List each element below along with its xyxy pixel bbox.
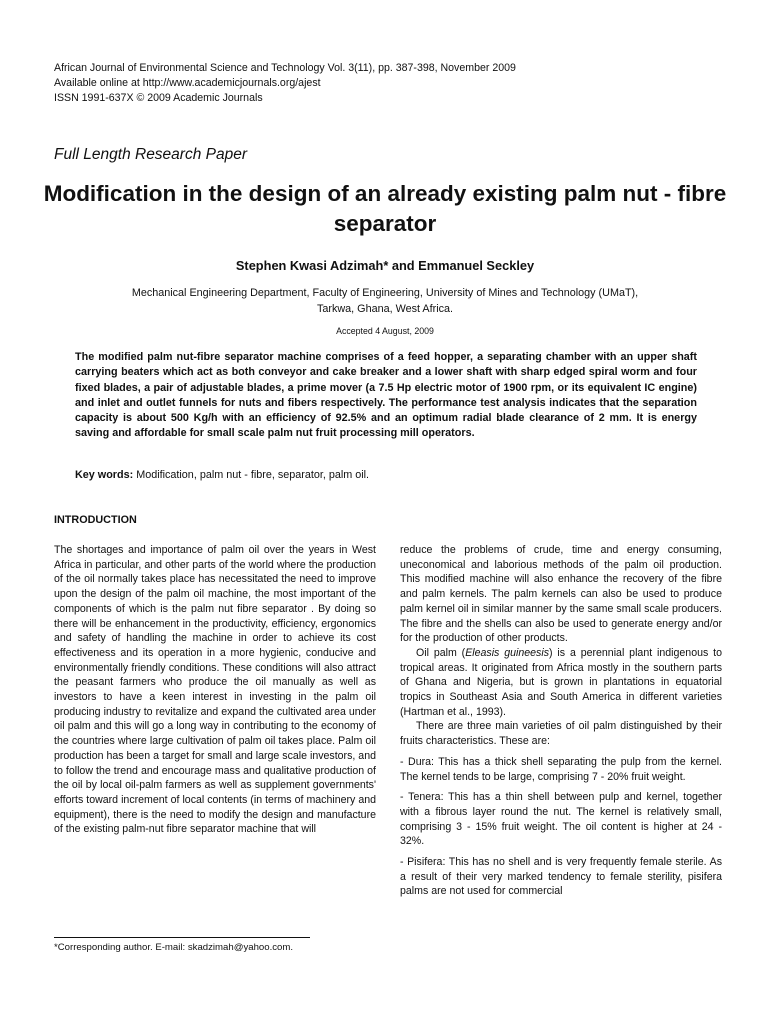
- right-column: [400, 543, 722, 899]
- affiliation-line-1: Mechanical Engineering Department, Faculty of Engineering, University of Mines and Technology (UMaT),: [131, 287, 639, 299]
- journal-header: [54, 61, 714, 106]
- introduction-heading: INTRODUCTION: [54, 514, 137, 526]
- keywords-text: Modification, palm nut - fibre, separator, palm oil.: [133, 469, 370, 481]
- keywords: [75, 469, 697, 481]
- journal-citation: African Journal of Environmental Science and Technology Vol. 3(11), pp. 387-398, November 2009: [54, 62, 516, 74]
- affiliation: [60, 286, 710, 317]
- intro-paragraph-1: The shortages and importance of palm oil over the years in West Africa in particular, and other parts of the world where the production of the oil normally takes place has necessitated the need to improve upon the design of the palm oil machine, the most important of the components of which is the palm nut fibre separator . By doing so there will be enhancement in the productivity, efficiency, ergonomics and safety of handling the machine in order to achieve its cost effectiveness and its operation in a more hygienic, conducive and environmentally friendly conditions. These conditions will also attract the peasant farmers who produce the oil manually as well as investors to have a keen interest in investing in the palm oil producing industry to revitalize and expand the cultivated area under oil palm and this will go a long way in contributing to the economy of the countries where large cultivation of palm oil takes place. Palm oil production has been a target for small and large scale investors, and to follow the trend and encourage mass and qualitative production of the oil by local oil-palm farmers as well as supplement governments' efforts toward increment of local contents (in terms of machinery and equipment), there is the need to modify the design and manufacture of the existing palm-nut fibre separator machine that will: [54, 544, 376, 836]
- variety-pisifera: - Pisifera: This has no shell and is very frequently female sterile. As a result of their very marked tendency to female sterility, pisifera palms are not used for commercial: [400, 856, 722, 898]
- oil-palm-text-before: Oil palm (: [416, 646, 466, 659]
- keywords-label: Key words:: [75, 469, 134, 481]
- variety-tenera: - Tenera: This has a thin shell between pulp and kernel, together with a fibrous layer round the nut. The kernel is relatively small, comprising 3 - 15% fruit weight. The oil content is higher at 24 - 32%.: [400, 791, 722, 848]
- left-column: [54, 543, 376, 837]
- variety-dura: - Dura: This has a thick shell separating the pulp from the kernel. The kernel tends to be large, comprising 7 - 20% fruit weight.: [400, 755, 722, 783]
- issn-line: ISSN 1991-637X © 2009 Academic Journals: [54, 92, 263, 104]
- varieties-paragraph: There are three main varieties of oil palm distinguished by their fruits characteristics. These are:: [400, 720, 722, 748]
- oil-palm-paragraph: [400, 646, 722, 720]
- paper-title: Modification in the design of an already existing palm nut - fibre separator: [43, 181, 727, 236]
- oil-palm-text-after: ) is a perennial plant indigenous to tropical areas. It originated from Africa mostly in the southern parts of Ghana and Nigeria, but is grown in plantations in equatorial tropics in Southeast Asia and South America in different varieties (Hartman et al., 1993).: [400, 646, 722, 718]
- abstract: The modified palm nut-fibre separator machine comprises of a feed hopper, a separating chamber with an upper shaft carrying beaters which act as both conveyor and cake breaker and a lower shaft with sharp edged spiral worm and four fixed blades, a pair of adjustable blades, a prime mover (a 7.5 Hp electric motor of 1900 rpm, or its equivalent IC engine) and inlet and outlet funnels for nuts and fibers respectively. The performance test analysis indicates that the separation capacity is about 500 Kg/h with an efficiency of 92.5% and an optimum radial blade clearance of 2 mm. It is energy saving and affordable for small scale palm nut fruit processing mill operators.: [75, 351, 697, 440]
- corresponding-author-footnote: *Corresponding author. E-mail: skadzimah@yahoo.com.: [54, 942, 294, 953]
- species-name: Eleasis guineesis: [465, 646, 549, 659]
- affiliation-line-2: Tarkwa, Ghana, West Africa.: [316, 302, 453, 315]
- online-availability: Available online at http://www.academicjournals.org/ajest: [54, 77, 321, 89]
- footnote-divider: [54, 937, 310, 938]
- paper-type: Full Length Research Paper: [54, 146, 248, 163]
- authors: Stephen Kwasi Adzimah* and Emmanuel Seckley: [235, 258, 535, 273]
- accepted-date: Accepted 4 August, 2009: [336, 326, 434, 336]
- intro-paragraph-2: reduce the problems of crude, time and energy consuming, uneconomical and laborious methods of the palm oil production. This modified machine will also enhance the recovery of the fibre and palm kernels. The palm kernels can also be used to produce palm kernel oil in similar manner by the same small scale producers. The fibre and the shells can also be used to generate energy and/or for the production of other products.: [400, 544, 722, 645]
